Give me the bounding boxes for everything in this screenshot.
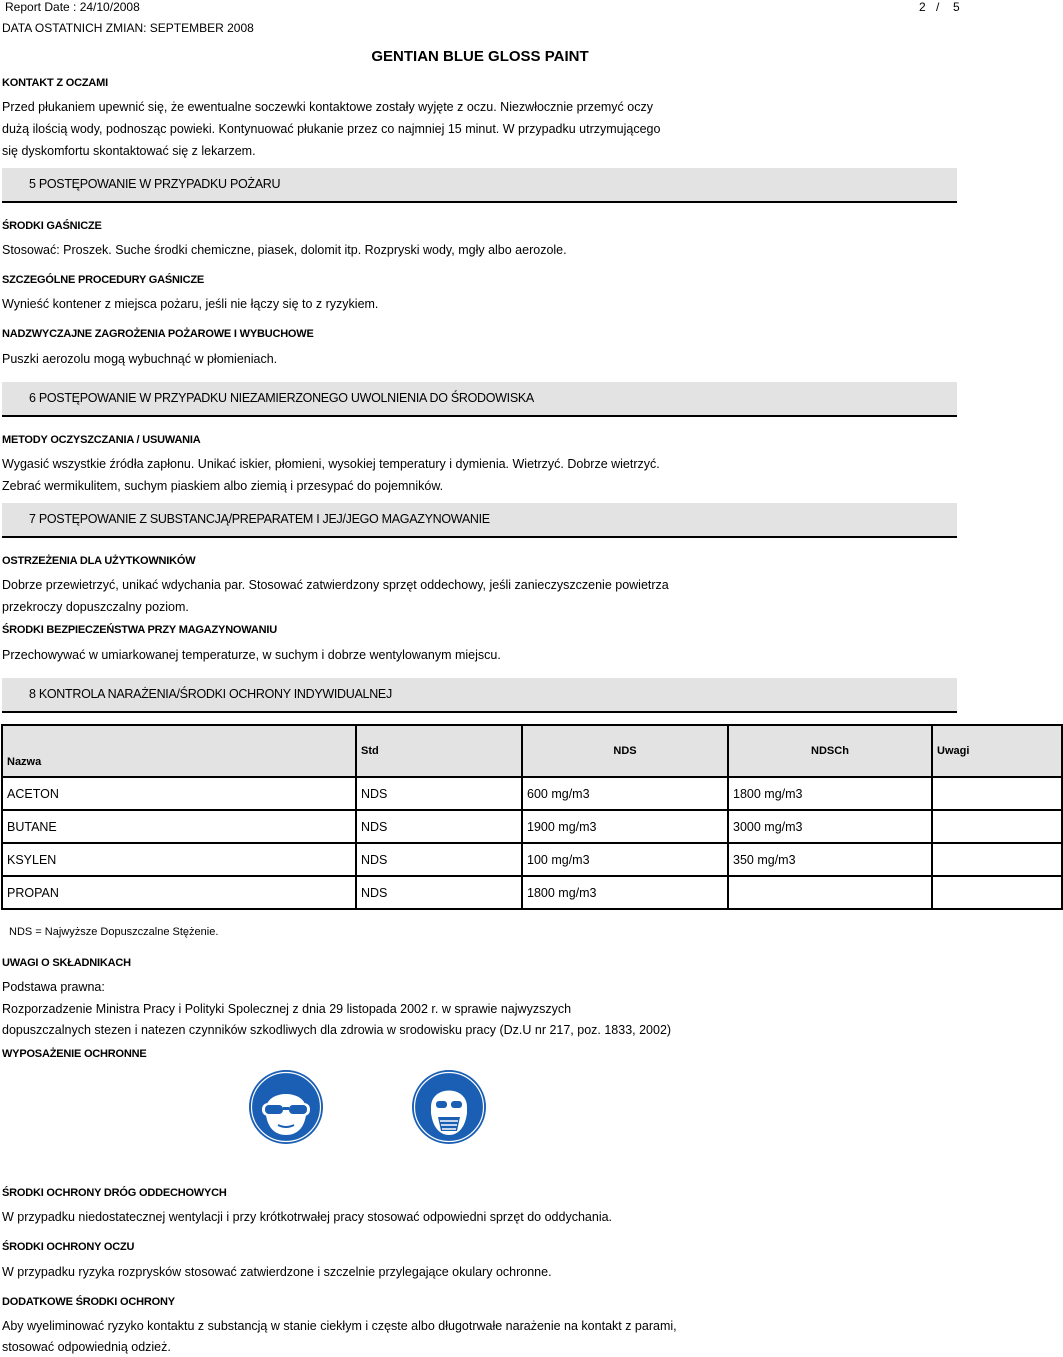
header-std: Std <box>356 725 522 777</box>
cell-std: NDS <box>356 876 522 909</box>
section-7-title: 7 POSTĘPOWANIE Z SUBSTANCJĄ/PREPARATEM I JEJ/JEGO MAGAZYNOWANIE <box>29 512 490 526</box>
cell-std: NDS <box>356 777 522 810</box>
legal-basis-label: Podstawa prawna: <box>2 980 105 994</box>
page-separator: / <box>936 0 940 14</box>
page-count: 5 <box>953 0 960 14</box>
respiratory-protection-text: W przypadku niedostatecznej wentylacji i przy krótkotrwałej pracy stosować odpowiedni sprzęt do oddychania. <box>2 1210 613 1224</box>
cleanup-methods-text-1: Wygasić wszystkie źródła zapłonu. Unikać iskier, płomieni, wysokiej temperatury i dymienia. Wietrzyć. Dobrze wietrzyć. <box>2 457 660 471</box>
firefighting-procedures-heading: SZCZEGÓLNE PROCEDURY GAŚNICZE <box>2 274 204 286</box>
cell-name: BUTANE <box>2 810 356 843</box>
cell-nds: 100 mg/m3 <box>522 843 728 876</box>
cell-nds: 1900 mg/m3 <box>522 810 728 843</box>
section-5-title: 5 POSTĘPOWANIE W PRZYPADKU POŻARU <box>29 177 281 191</box>
table-row <box>2 777 1062 810</box>
storage-precautions-heading: ŚRODKI BEZPIECZEŃSTWA PRZY MAGAZYNOWANIU <box>2 624 277 636</box>
ppe-heading: WYPOSAŻENIE OCHRONNE <box>2 1048 147 1060</box>
eye-protection-text: W przypadku ryzyka rozprysków stosować zatwierdzone i szczelnie przylegające okulary ochronne. <box>2 1265 552 1279</box>
eye-contact-line-2: dużą ilością wody, podnosząc powieki. Kontynuować płukanie przez co najmniej 15 minut. W przypadku utrzymującego <box>2 122 661 136</box>
user-warnings-text-2: przekroczy dopuszczalny poziom. <box>2 600 189 614</box>
cleanup-methods-text-2: Zebrać wermikulitem, suchym piaskiem albo ziemią i przesypać do pojemników. <box>2 479 444 493</box>
table-row <box>2 843 1062 876</box>
firefighting-procedures-text: Wynieść kontener z miejsca pożaru, jeśli nie łączy się to z ryzykiem. <box>2 297 379 311</box>
section-6-title: 6 POSTĘPOWANIE W PRZYPADKU NIEZAMIERZONEGO UWOLNIENIA DO ŚRODOWISKA <box>29 391 534 405</box>
extinguishing-media-heading: ŚRODKI GAŚNICZE <box>2 220 102 232</box>
header-uwagi: Uwagi <box>932 725 1062 777</box>
report-date: Report Date : 24/10/2008 <box>5 0 140 14</box>
legal-basis-line-2: dopuszczalnych stezen i natezen czynników szkodliwych dla zdrowia w srodowisku pracy (Dz.U nr 217, poz. 1833, 2002) <box>2 1023 672 1037</box>
section-7-band <box>2 503 957 538</box>
cell-std: NDS <box>356 810 522 843</box>
extinguishing-media-text: Stosować: Proszek. Suche środki chemiczne, piasek, dolomit itp. Rozpryski wody, mgły albo aerozole. <box>2 243 567 257</box>
additional-protection-text-2: stosować odpowiednią odzież. <box>2 1340 171 1354</box>
user-warnings-heading: OSTRZEŻENIA DLA UŻYTKOWNIKÓW <box>2 555 196 567</box>
cell-name: KSYLEN <box>2 843 356 876</box>
eye-contact-heading: KONTAKT Z OCZAMI <box>2 77 108 89</box>
cell-ndsch: 350 mg/m3 <box>728 843 932 876</box>
cell-uwagi <box>932 810 1062 843</box>
fire-hazards-text: Puszki aerozolu mogą wybuchnąć w płomieniach. <box>2 352 278 366</box>
header-nazwa: Nazwa <box>2 725 356 777</box>
cell-nds: 600 mg/m3 <box>522 777 728 810</box>
eye-contact-line-3: się dyskomfortu skontaktować się z lekarzem. <box>2 144 256 158</box>
goggles-mandatory-icon <box>248 1069 324 1145</box>
storage-precautions-text: Przechowywać w umiarkowanej temperaturze, w suchym i dobrze wentylowanym miejscu. <box>2 648 501 662</box>
section-6-band <box>2 382 957 417</box>
legal-basis-line-1: Rozporzadzenie Ministra Pracy i Polityki Spolecznej z dnia 29 listopada 2002 r. w sprawie najwyzszych <box>2 1002 572 1016</box>
header-ndsch: NDSCh <box>728 725 932 777</box>
header-nds: NDS <box>522 725 728 777</box>
cleanup-methods-heading: METODY OCZYSZCZANIA / USUWANIA <box>2 434 201 446</box>
additional-protection-text-1: Aby wyeliminować ryzyko kontaktu z substancją w stanie ciekłym i częste albo długotrwałe narażenie na kontakt z parami, <box>2 1319 677 1333</box>
cell-uwagi <box>932 777 1062 810</box>
fire-hazards-heading: NADZWYCZAJNE ZAGROŻENIA POŻAROWE I WYBUCHOWE <box>2 328 314 340</box>
eye-protection-heading: ŚRODKI OCHRONY OCZU <box>2 1241 135 1253</box>
respiratory-protection-heading: ŚRODKI OCHRONY DRÓG ODDECHOWYCH <box>2 1187 227 1199</box>
table-header-row <box>2 725 1062 777</box>
cell-uwagi <box>932 876 1062 909</box>
page-title: GENTIAN BLUE GLOSS PAINT <box>371 48 589 65</box>
exposure-limits-table <box>1 724 1063 910</box>
nds-definition: NDS = Najwyższe Dopuszczalne Stężenie. <box>9 926 219 938</box>
cell-name: ACETON <box>2 777 356 810</box>
cell-ndsch: 1800 mg/m3 <box>728 777 932 810</box>
cell-name: PROPAN <box>2 876 356 909</box>
respirator-mandatory-icon <box>411 1069 487 1145</box>
cell-uwagi <box>932 843 1062 876</box>
section-5-band <box>2 168 957 203</box>
component-notes-heading: UWAGI O SKŁADNIKACH <box>2 957 131 969</box>
section-8-title: 8 KONTROLA NARAŻENIA/ŚRODKI OCHRONY INDYWIDUALNEJ <box>29 687 392 701</box>
cell-ndsch: 3000 mg/m3 <box>728 810 932 843</box>
table-row <box>2 810 1062 843</box>
cell-nds: 1800 mg/m3 <box>522 876 728 909</box>
section-8-band <box>2 678 957 713</box>
additional-protection-heading: DODATKOWE ŚRODKI OCHRONY <box>2 1296 175 1308</box>
table-row <box>2 876 1062 909</box>
revision-date: DATA OSTATNICH ZMIAN: SEPTEMBER 2008 <box>2 21 254 35</box>
user-warnings-text-1: Dobrze przewietrzyć, unikać wdychania par. Stosować zatwierdzony sprzęt oddechowy, jeśli zanieczyszczenie powietrza <box>2 578 669 592</box>
page-number: 2 <box>919 0 926 14</box>
cell-std: NDS <box>356 843 522 876</box>
cell-ndsch <box>728 876 932 909</box>
eye-contact-line-1: Przed płukaniem upewnić się, że ewentualne soczewki kontaktowe zostały wyjęte z oczu. Niezwłocznie przemyć oczy <box>2 100 653 114</box>
